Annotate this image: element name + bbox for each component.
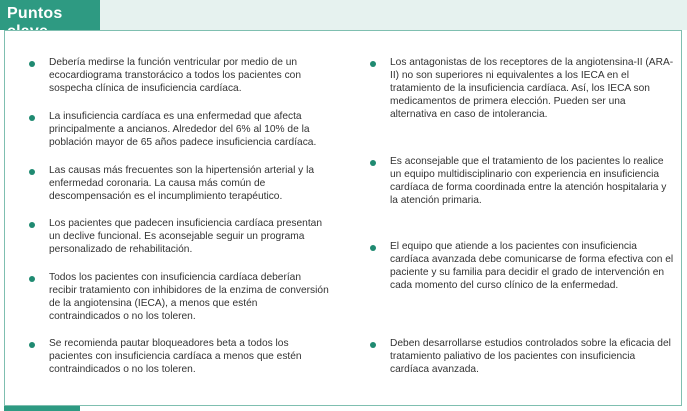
key-point-text: Es aconsejable que el tratamiento de los pacientes lo realice un equipo multidisciplinario con experiencia en insuficiencia cardíaca de forma coordinada entre la atención hospitalaria y la atención primaria. (390, 156, 667, 207)
key-point-text: Las causas más frecuentes son la hipertensión arterial y la enfermedad coronaria. La causa más común de descompensación es el incumplimiento terapéutico. (49, 165, 315, 203)
header-band (0, 0, 687, 30)
bullet-icon (29, 61, 35, 67)
bullet-icon (29, 342, 35, 348)
bottom-accent-bar (4, 406, 80, 411)
section-tab (0, 0, 100, 30)
bullet-icon (29, 276, 35, 282)
section-title: Puntos (7, 5, 63, 22)
bullet-icon (370, 245, 376, 251)
key-point-text: Todos los pacientes con insuficiencia cardíaca deberían recibir tratamiento con inhibidores de la enzima de conversión de la angiotensina (IECA), a menos que estén contraindicados o no los toleren. (49, 272, 329, 323)
key-point-text: La insuficiencia cardíaca es una enfermedad que afecta principalmente a ancianos. Alrededor del 6% al 10% de la población mayor de 65 años padece insuficiencia cardíaca. (49, 111, 317, 149)
key-point-text: Los pacientes que padecen insuficiencia cardíaca presentan un declive funcional. Es aconsejable seguir un programa personalizado de rehabilitación. (49, 218, 322, 256)
bullet-icon (370, 61, 376, 67)
key-point-text: Deben desarrollarse estudios controlados sobre la eficacia del tratamiento paliativo de los pacientes con insuficiencia cardíaca avanzada. (390, 338, 671, 376)
bullet-icon (29, 169, 35, 175)
key-point-text: Los antagonistas de los receptores de la angiotensina-II (ARA-II) no son superiores ni equivalentes a los IECA en el tratamiento de la insuficiencia cardíaca. Así, los IECA son medicamentos de primera elección. Pueden ser una alternativa en caso de intolerancia. (390, 57, 674, 121)
bullet-icon (29, 222, 35, 228)
key-point-text: El equipo que atiende a los pacientes con insuficiencia cardíaca avanzada debe comunicarse de forma efectiva con el paciente y su familia para decidir el grado de intervención en cada momento del curso clínico de la enfermedad. (390, 241, 674, 292)
key-points-box (4, 30, 682, 406)
bullet-icon (370, 342, 376, 348)
bullet-icon (370, 160, 376, 166)
key-point-text: Se recomienda pautar bloqueadores beta a todos los pacientes con insuficiencia cardíaca a menos que estén contraindicados o no los toleren. (49, 338, 302, 376)
bullet-icon (29, 115, 35, 121)
key-point-text: Debería medirse la función ventricular por medio de un ecocardiograma transtorácico a todos los pacientes con sospecha clínica de insuficiencia cardíaca. (49, 57, 301, 95)
